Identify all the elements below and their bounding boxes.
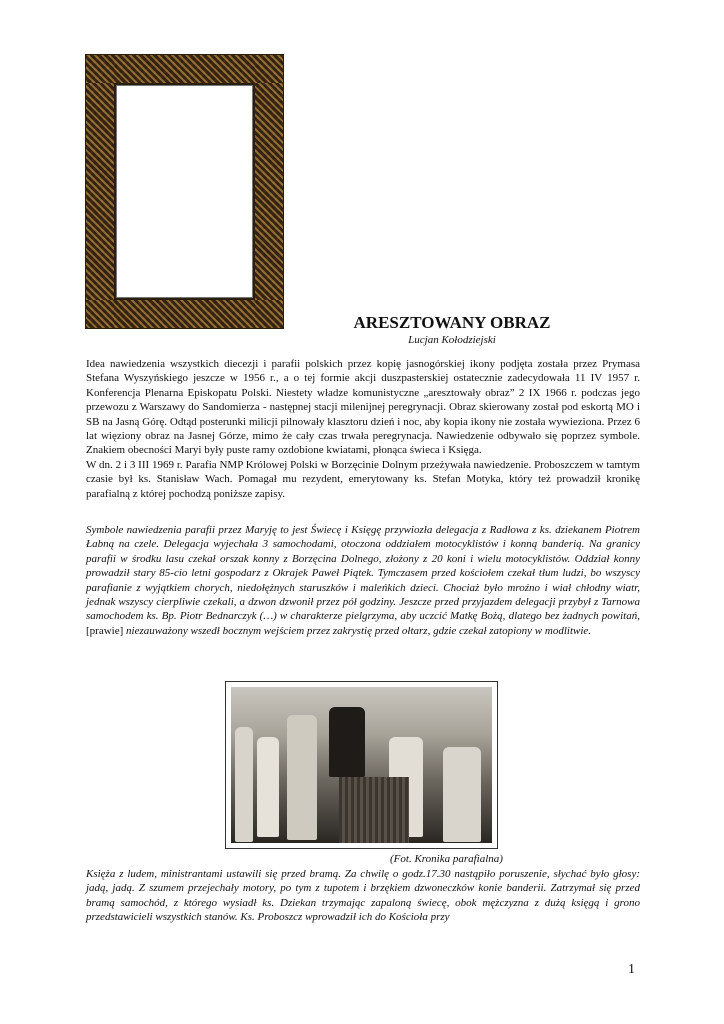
paragraph-arrival-scene: Księża z ludem, ministrantami ustawili się przed bramą. Za chwilę o godz.17.30 nastąpiło poruszenie, słychać było głosy: jadą, jadą. Z szumem przejechały motory, po tym z tupotem i brzękiem dzwoneczków konie banderii. Zatrzymał się przed bramą samochód, z którego wysiadł ks. Dziekan trzymając zapaloną świecę, obok mężczyzna z dużą księgą i grono przedstawicieli wszystkich stanów. Ks. Proboszcz wprowadził ich do Kościoła przy <box>86 868 640 924</box>
paragraph-symbols-end: niezauważony wszedł bocznym wejściem przez zakrystię przed ołtarz, gdzie czekał zatopiony w modlitwie. <box>126 624 592 637</box>
page-number: 1 <box>628 962 635 977</box>
frame-blank-center <box>116 85 253 298</box>
photo-altar <box>339 777 409 843</box>
article-author: Lucjan Kołodziejski <box>408 334 496 346</box>
bracket-note: [prawie] <box>86 624 124 637</box>
photo-caption: (Fot. Kronika parafialna) <box>390 853 503 865</box>
paragraph-parish-visit: W dn. 2 i 3 III 1969 r. Parafia NMP Królowej Polski w Borzęcinie Dolnym przeżywała nawiedzenie. Proboszczem w tamtym czasie był ks. Stanisław Wach. Pomagał mu rezydent, emerytowany ks. Stefan Motyka, który też prowadził kronikę parafialną z której pochodzą poniższe zapisy. <box>86 458 640 500</box>
paragraph-symbols-arrival <box>86 523 640 638</box>
photo-ceremony-scene <box>231 687 492 843</box>
paragraph-symbols-text: Symbole nawiedzenia parafii przez Maryję to jest Świecę i Księgę przywiozła delegacja z Radłowa z ks. dziekanem Piotrem Łabną na czele. Delegacja wyjechała 3 samochodami, otoczona oddziałem motocyklistów i konną banderią. Na granicy parafii w środku lasu czekał orszak konny z Borzęcina Dolnego, złożony z 20 koni i wielu motocyklistów. Oddział konny prowadził stary 85-cio letni gospodarz z Okrajek Paweł Piątek. Tymczasem przed kościołem czekał tłum ludzi, bo wszyscy parafianie z wyjątkiem chorych, niedołężnych staruszków i maleńkich dzieci. Chociaż było mroźno i wiał chłodny wiatr, jednak wszyscy cierpliwie czekali, a dzwon dzwonił przez pół godziny. Jeszcze przed przyjazdem delegacji przybył z Tarnowa samochodem ks. Bp. Piotr Bednarczyk (…) w charakterze pielgrzyma, aby uczcić Matkę Bożą, dlatego bez żadnych powitań, <box>86 524 640 623</box>
historical-photo <box>225 681 498 849</box>
paragraph-history: Idea nawiedzenia wszystkich diecezji i parafii polskich przez kopię jasnogórskiej ikony podjęta została przez Prymasa Stefana Wyszyńskiego jeszcze w 1956 r., a o tej formie akcji duszpasterskiej ostatecznie zadecydowała 11 IV 1957 r. Konferencja Plenarna Episkopatu Polski. Niestety władze komunistyczne „aresztowały obraz” 2 IX 1966 r. podczas jego przewozu z Warszawy do Sandomierza - następnej stacji milenijnej peregrynacji. Obraz skierowany został pod eskortą MO i SB na Jasną Górę. Odtąd posterunki milicji pilnowały klasztoru dzień i noc, aby kopia ikony nie została wywieziona. Przez 6 lat więziony obraz na Jasnej Górze, mimo że cały czas trwała peregrynacja. Nawiedzenie odbywało się poprzez symbole. Znakiem obecności Maryi były puste ramy ozdobione kwiatami, płonąca świeca i Księga. <box>86 358 640 457</box>
empty-icon-frame-image <box>86 55 283 328</box>
intro-paragraphs <box>86 357 640 501</box>
article-title: ARESZTOWANY OBRAZ <box>353 313 551 332</box>
